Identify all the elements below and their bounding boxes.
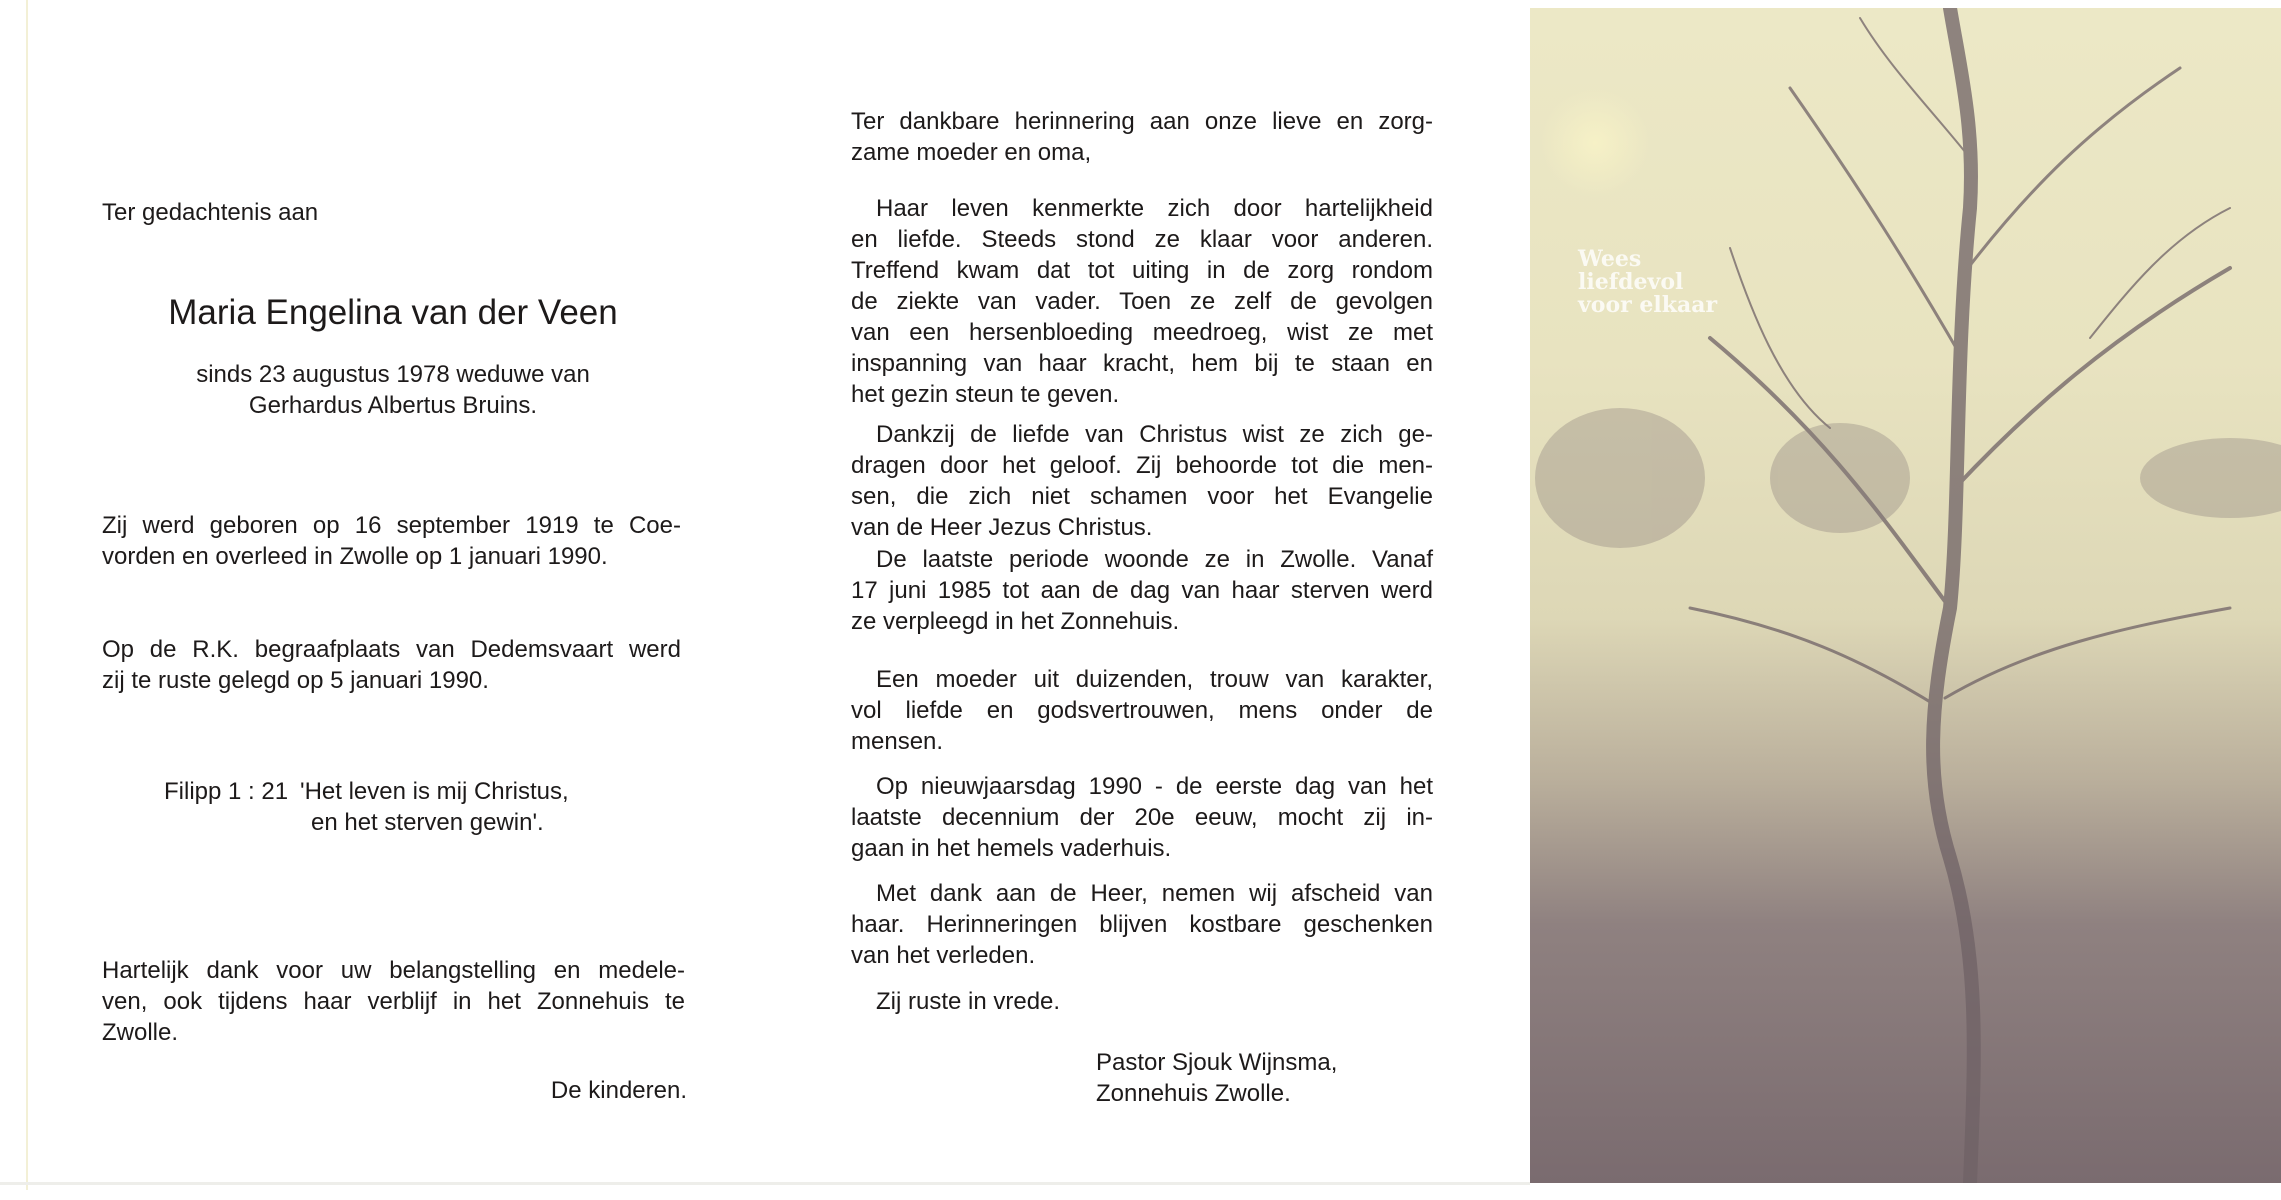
caption-line: liefdevol: [1578, 269, 1684, 295]
signed-by: De kinderen.: [550, 1077, 687, 1104]
card-bottom-edge: [0, 1182, 1530, 1185]
text-line: ze verpleegd in het Zonnehuis.: [851, 608, 1180, 635]
paragraph: [851, 193, 1433, 410]
text-line: Gerhardus Albertus Bruins.: [248, 392, 538, 419]
text-line: van een hersenbloeding meedroeg, wist ze met: [851, 319, 1433, 346]
verse-line-1: 'Het leven is mij Christus,: [300, 778, 569, 805]
text-line: Zwolle.: [102, 1019, 179, 1046]
photo-caption: [1578, 248, 1717, 317]
text-line: de ziekte van vader. Toen ze zelf de gevolgen: [851, 288, 1433, 315]
text-line: zij te ruste gelegd op 5 januari 1990.: [102, 667, 489, 694]
text-line: Hartelijk dank voor uw belangstelling en medele-: [102, 957, 685, 984]
thanks-text: [102, 955, 685, 1048]
widow-text: [43, 359, 743, 421]
text-line: Treffend kwam dat tot uiting in de zorg rondom: [851, 257, 1433, 284]
cover-photo-misty-tree: [1530, 8, 2281, 1183]
text-line: sen, die zich niet schamen voor het Evangelie: [851, 483, 1433, 510]
text-line: vorden en overleed in Zwolle op 1 januari 1990.: [102, 543, 608, 570]
text-line: van het verleden.: [851, 942, 1036, 969]
text-line: Op de R.K. begraafplaats van Dedemsvaart werd: [102, 636, 681, 663]
text-line: ven, ook tijdens haar verblijf in het Zonnehuis te: [102, 988, 685, 1015]
text-line: Een moeder uit duizenden, trouw van karakter,: [876, 666, 1433, 693]
burial-text: [102, 634, 681, 696]
deceased-name: Maria Engelina van der Veen: [168, 293, 618, 332]
text-line: Pastor Sjouk Wijnsma,: [1096, 1049, 1338, 1076]
text-line: Haar leven kenmerkte zich door hartelijkheid: [876, 195, 1433, 222]
text-line: Zij ruste in vrede.: [876, 988, 1061, 1015]
paragraph: [851, 878, 1433, 971]
text-line: haar. Herinneringen blijven kostbare geschenken: [851, 911, 1433, 938]
paragraph: [851, 544, 1433, 637]
birth-death-text: [102, 510, 681, 572]
pastor-signature: [1096, 1047, 1337, 1109]
caption-line: voor elkaar: [1578, 292, 1718, 318]
text-line: Op nieuwjaarsdag 1990 - de eerste dag van het: [876, 773, 1433, 800]
text-line: en liefde. Steeds stond ze klaar voor anderen.: [851, 226, 1433, 253]
text-line: van de Heer Jezus Christus.: [851, 514, 1153, 541]
intro-text: Ter gedachtenis aan: [102, 199, 319, 226]
text-line: dragen door het geloof. Zij behoorde tot die men-: [851, 452, 1433, 479]
paragraph: [851, 771, 1433, 864]
text-line: laatste decennium der 20e eeuw, mocht zij in-: [851, 804, 1433, 831]
text-line: Met dank aan de Heer, nemen wij afscheid van: [876, 880, 1433, 907]
text-line: zame moeder en oma,: [851, 139, 1092, 166]
text-line: Zonnehuis Zwolle.: [1096, 1080, 1291, 1107]
verse-line-2: en het sterven gewin'.: [311, 809, 544, 836]
text-line: 17 juni 1985 tot aan de dag van haar sterven werd: [851, 577, 1433, 604]
text-line: mensen.: [851, 728, 944, 755]
text-line: vol liefde en godsvertrouwen, mens onder de: [851, 697, 1433, 724]
text-line: Ter dankbare herinnering aan onze lieve en zorg-: [851, 108, 1433, 135]
tree-illustration: [1530, 8, 2281, 1183]
text-line: Dankzij de liefde van Christus wist ze zich ge-: [876, 421, 1433, 448]
paragraph: [851, 986, 1433, 1017]
paragraph: [851, 106, 1433, 168]
caption-line: Wees: [1578, 246, 1642, 272]
text-line: het gezin steun te geven.: [851, 381, 1120, 408]
paragraph: [851, 419, 1433, 543]
text-line: De laatste periode woonde ze in Zwolle. Vanaf: [876, 546, 1433, 573]
text-line: sinds 23 augustus 1978 weduwe van: [196, 361, 590, 388]
text-line: gaan in het hemels vaderhuis.: [851, 835, 1172, 862]
text-line: Zij werd geboren op 16 september 1919 te Coe-: [102, 512, 681, 539]
card-fold-edge: [26, 0, 28, 1190]
text-line: inspanning van haar kracht, hem bij te staan en: [851, 350, 1433, 377]
paragraph: [851, 664, 1433, 757]
verse-reference: Filipp 1 : 21: [164, 778, 289, 805]
